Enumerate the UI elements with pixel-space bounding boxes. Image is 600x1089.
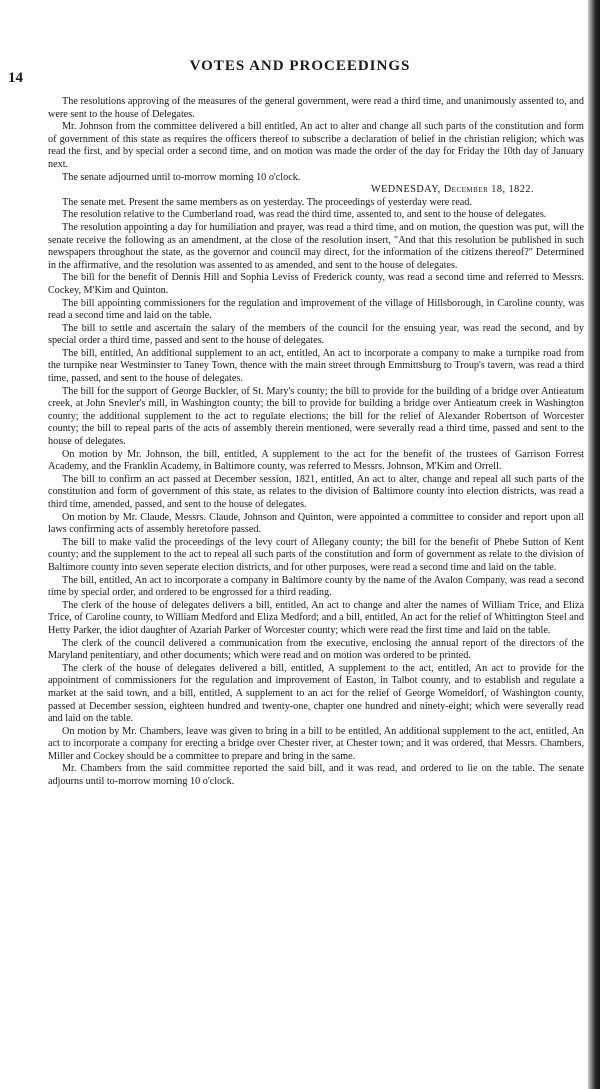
paragraph: The clerk of the house of delegates delivers a bill, entitled, An act to change and alter the names of William Trice, and Eliza Trice, of Caroline county, to William Medford and Eliza Medford; and a bill, entitled, An act for the relief of Whittington Steel and Hetty Parker, the idiot daughter of Azariah Parker of Worcester county; which were read the first time and laid on the table. [48,599,584,636]
paragraph: The bill to confirm an act passed at December session, 1821, entitled, An act to alter, change and repeal all such parts of the constitution and form of government of this state, as relates to the division of Baltimore county into election districts, was read a third time, amended, passed, and sent to the house of delegates. [48,473,584,510]
paragraph: The senate adjourned until to-morrow morning 10 o'clock. [62,171,301,183]
paragraph: The bill to make valid the proceedings of the levy court of Allegany county; the bill for the benefit of Phebe Sutton of Kent county; and the supplement to the act to repeal all such parts of the constitution and form of government as relate to the division of Baltimore county into seven seperate election districts, and for other purposes, were read a second time and laid on the table. [48,536,584,573]
paragraph: The bill for the support of George Buckler, of St. Mary's county; the bill to provide for the building of a bridge over Antieatum creek, at John Snevler's mill, in Washington county; the bill to provide for building a bridge over Antieatum creek in Washington county; the additional supplement to the act to regulate elections; the bill for the relief of Alexander Robertson of Worcester county; the bill to repeal parts of the acts of assembly therein mentioned, were severally read a third time, passed and sent to the house of delegates. [48,385,584,448]
paragraph: The bill to settle and ascertain the salary of the members of the council for the ensuing year, was read the second, and by special order a third time, passed and sent to the house of delegates. [48,322,584,347]
paragraph: The clerk of the council delivered a communication from the executive, enclosing the annual report of the directors of the Maryland penitentiary, and other documents; which were read and on motion was ordered to be printed. [48,637,584,662]
paragraph: The senate met. Present the same members as on yesterday. The proceedings of yesterday were read. [62,196,472,208]
paragraph: On motion by Mr. Chambers, leave was given to bring in a bill to be entitled, An additional supplement to the act, entitled, An act to incorporate a company for erecting a bridge over Chester river, at Chester town; and it was ordered, that Messrs. Chambers, Miller and Cockey should be a committee to prepare and bring in the same. [48,725,584,762]
paragraph: The bill appointing commissioners for the regulation and improvement of the village of Hillsborough, in Caroline county, was read a second time and laid on the table. [48,297,584,322]
page-number: 14 [8,70,23,86]
paragraph: The bill for the benefit of Dennis Hill and Sophia Leviss of Frederick county, was read a second time and referred to Messrs. Cockey, M'Kim and Quinton. [48,272,584,296]
paragraph: The resolutions approving of the measures of the general government, were read a third time, and unanimously assented to, and were sent to the house of Delegates. [48,96,584,120]
paragraph: The resolution relative to the Cumberland road, was read the third time, assented to, and sent to the house of delegates. [62,209,547,221]
paragraph: The bill, entitled, An additional supplement to an act, entitled, An act to incorporate a company to make a turnpike road from the turnpike near Westminster to Taney Town, thence with the main street through Emmittsburg to Troup's tavern, was read a third time, passed, and sent to the house of delegates. [48,347,584,385]
paragraph: The clerk of the house of delegates delivered a bill, entitled, A supplement to the act, entitled, An act to provide for the appointment of commissioners for the regulation and improvement of Easton, in Talbot county, and to establish and regulate a market at the said town, and a bill, entitled, A supplement to an act for the relief of George Womeldorf, of Washington county, passed at December session, eighteen hundred and twenty-one, chapter one hundred and ninety-eight; which were severally read and laid on the table. [48,662,584,725]
paragraph: On motion by Mr. Claude, Messrs. Claude, Johnson and Quinton, were appointed a committee to consider and report upon all laws confirming acts of assembly heretofore passed. [48,511,584,536]
paragraph: Mr. Johnson from the committee delivered a bill entitled, An act to alter and change all such parts of the constitution and form of government of this state as requires the officers thereof to subscribe a declaration of belief in the christian religion; which was read the first, and by special order a second time, and on motion was made the order of the day for Friday the 10th day of January next. [48,121,584,170]
running-head: VOTES AND PROCEEDINGS [189,58,411,74]
page-edge-shadow [588,0,600,1089]
paragraph: The bill, entitled, An act to incorporate a company in Baltimore county by the name of the Avalon Company, was read a second time by special order, and ordered to be engrossed for a third reading. [48,574,584,599]
body-text [48,96,584,789]
paragraph: The resolution appointing a day for humiliation and prayer, was read a third time, and on motion, the question was put, will the senate receive the following as an amendment, at the close of the resolution insert, "And that this resolution be published in such newspapers throughout the state, as the governor and council may direct, for the information of the citizens thereof?" Determined in the affirmative, and the resolution was assented to as amended, and sent to the house of delegates. [48,221,584,271]
paragraph: On motion by Mr. Johnson, the bill, entitled, A supplement to the act for the benefit of the trustees of Garrison Forrest Academy, and the Franklin Academy, in Baltimore county, was referred to Messrs. Johnson, M'Kim and Orrell. [48,448,584,473]
paragraph: Mr. Chambers from the said committee reported the said bill, and it was read, and ordered to lie on the table. The senate adjourns until to-morrow morning 10 o'clock. [48,763,584,788]
dateline: WEDNESDAY, December 18, 1822. [370,184,534,196]
